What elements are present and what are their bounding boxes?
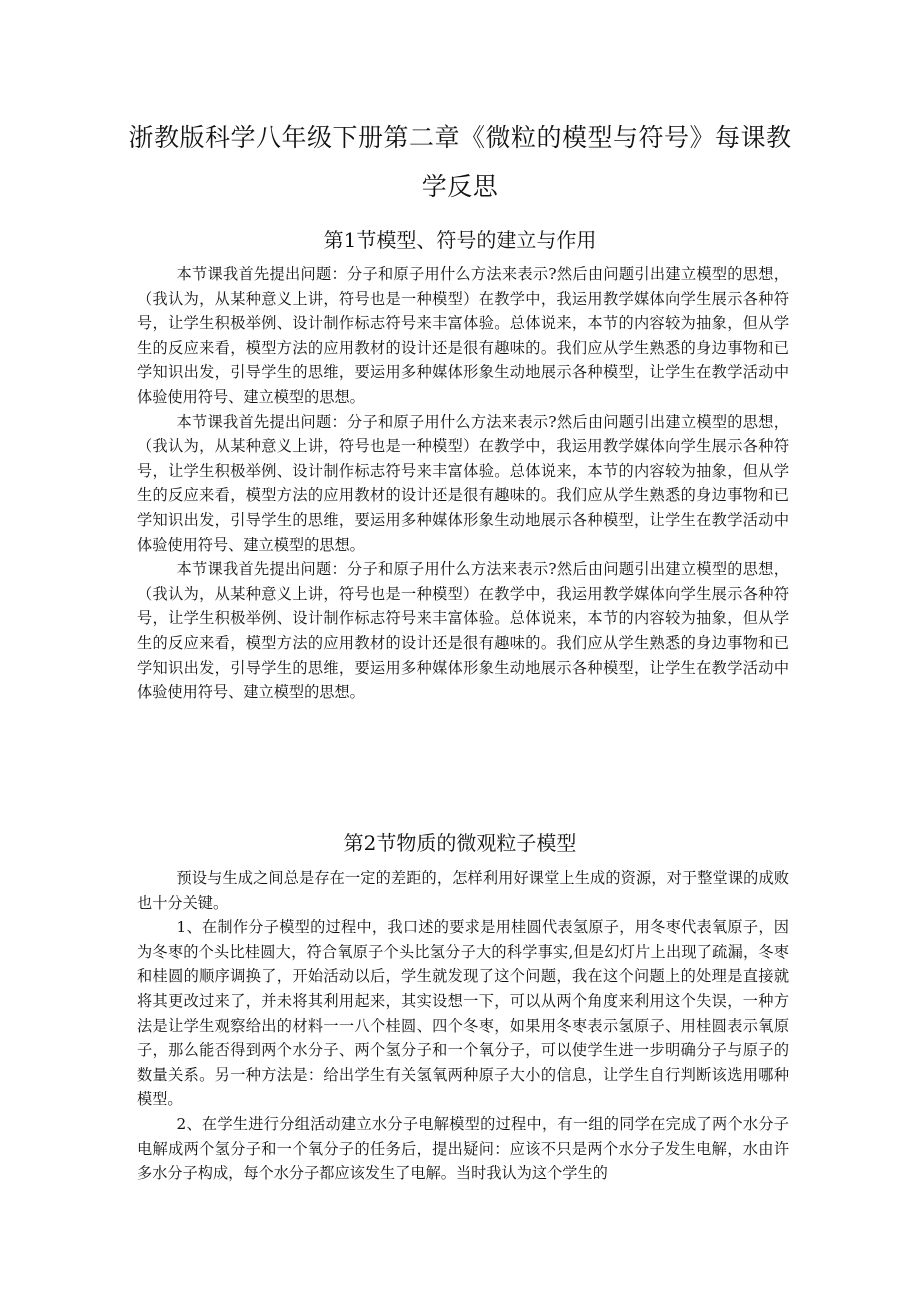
section-2-paragraph: 预设与生成之间总是存在一定的差距的，怎样利用好课堂上生成的资源，对于整堂课的成败也十分关键。 xyxy=(137,869,789,912)
section-1-paragraph: 本节课我首先提出问题：分子和原子用什么方法来表示?然后由问题引出建立模型的思想，（我认为，从某种意义上讲，符号也是一种模型）在教学中，我运用教学媒体向学生展示各种符号，让学生积极举例、设计制作标志符号来丰富体验。总体说来，本节的内容较为抽象，但从学生的反应来看，模型方法的应用教材的设计还是很有趣味的。我们应从学生熟悉的身边事物和已学知识出发，引导学生的思维，要运用多种媒体形象生动地展示各种模型，让学生在教学活动中体验使用符号、建立模型的思想。 xyxy=(137,412,789,554)
section-1-heading: 第1节模型、符号的建立与作用 xyxy=(323,228,597,252)
section-2-body xyxy=(137,866,789,1186)
section-2-heading: 第2节物质的微观粒子模型 xyxy=(343,831,577,855)
document-title-line-2: 学反思 xyxy=(421,172,499,201)
section-1-body xyxy=(137,262,789,705)
document-title-line-1: 浙教版科学八年级下册第二章《微粒的模型与符号》每课教 xyxy=(128,123,792,152)
section-1-paragraph: 本节课我首先提出问题：分子和原子用什么方法来表示?然后由问题引出建立模型的思想，（我认为，从某种意义上讲，符号也是一种模型）在教学中，我运用教学媒体向学生展示各种符号，让学生积极举例、设计制作标志符号来丰富体验。总体说来，本节的内容较为抽象，但从学生的反应来看，模型方法的应用教材的设计还是很有趣味的。我们应从学生熟悉的身边事物和已学知识出发，引导学生的思维，要运用多种媒体形象生动地展示各种模型，让学生在教学活动中体验使用符号、建立模型的思想。 xyxy=(137,265,789,406)
section-2-paragraph: 2、在学生进行分组活动建立水分子电解模型的过程中，有一组的同学在完成了两个水分子电解成两个氢分子和一个氧分子的任务后，提出疑问：应该不只是两个水分子发生电解，水由许多水分子构成，每个水分子都应该发生了电解。当时我认为这个学生的 xyxy=(137,1114,789,1183)
section-1-paragraph: 本节课我首先提出问题：分子和原子用什么方法来表示?然后由问题引出建立模型的思想，（我认为，从某种意义上讲，符号也是一种模型）在教学中，我运用教学媒体向学生展示各种符号，让学生积极举例、设计制作标志符号来丰富体验。总体说来，本节的内容较为抽象，但从学生的反应来看，模型方法的应用教材的设计还是很有趣味的。我们应从学生熟悉的身边事物和已学知识出发，引导学生的思维，要运用多种媒体形象生动地展示各种模型，让学生在教学活动中体验使用符号、建立模型的思想。 xyxy=(137,560,789,702)
section-2-paragraph: 1、在制作分子模型的过程中，我口述的要求是用桂圆代表氢原子，用冬枣代表氧原子，因为冬枣的个头比桂圆大，符合氧原子个头比氢分子大的科学事实,但是幻灯片上出现了疏漏，冬枣和桂圆的顺序调换了，开始活动以后，学生就发现了这个问题，我在这个问题上的处理是直接就将其更改过来了，并未将其利用起来，其实设想一下，可以从两个角度来利用这个失误，一种方法是让学生观察给出的材料一一八个桂圆、四个冬枣，如果用冬枣表示氢原子、用桂圆表示氧原子，那么能否得到两个水分子、两个氢分子和一个氧分子，可以使学生进一步明确分子与原子的数量关系。另一种方法是：给出学生有关氢氧两种原子大小的信息，让学生自行判断该选用哪种模型。 xyxy=(137,918,789,1109)
